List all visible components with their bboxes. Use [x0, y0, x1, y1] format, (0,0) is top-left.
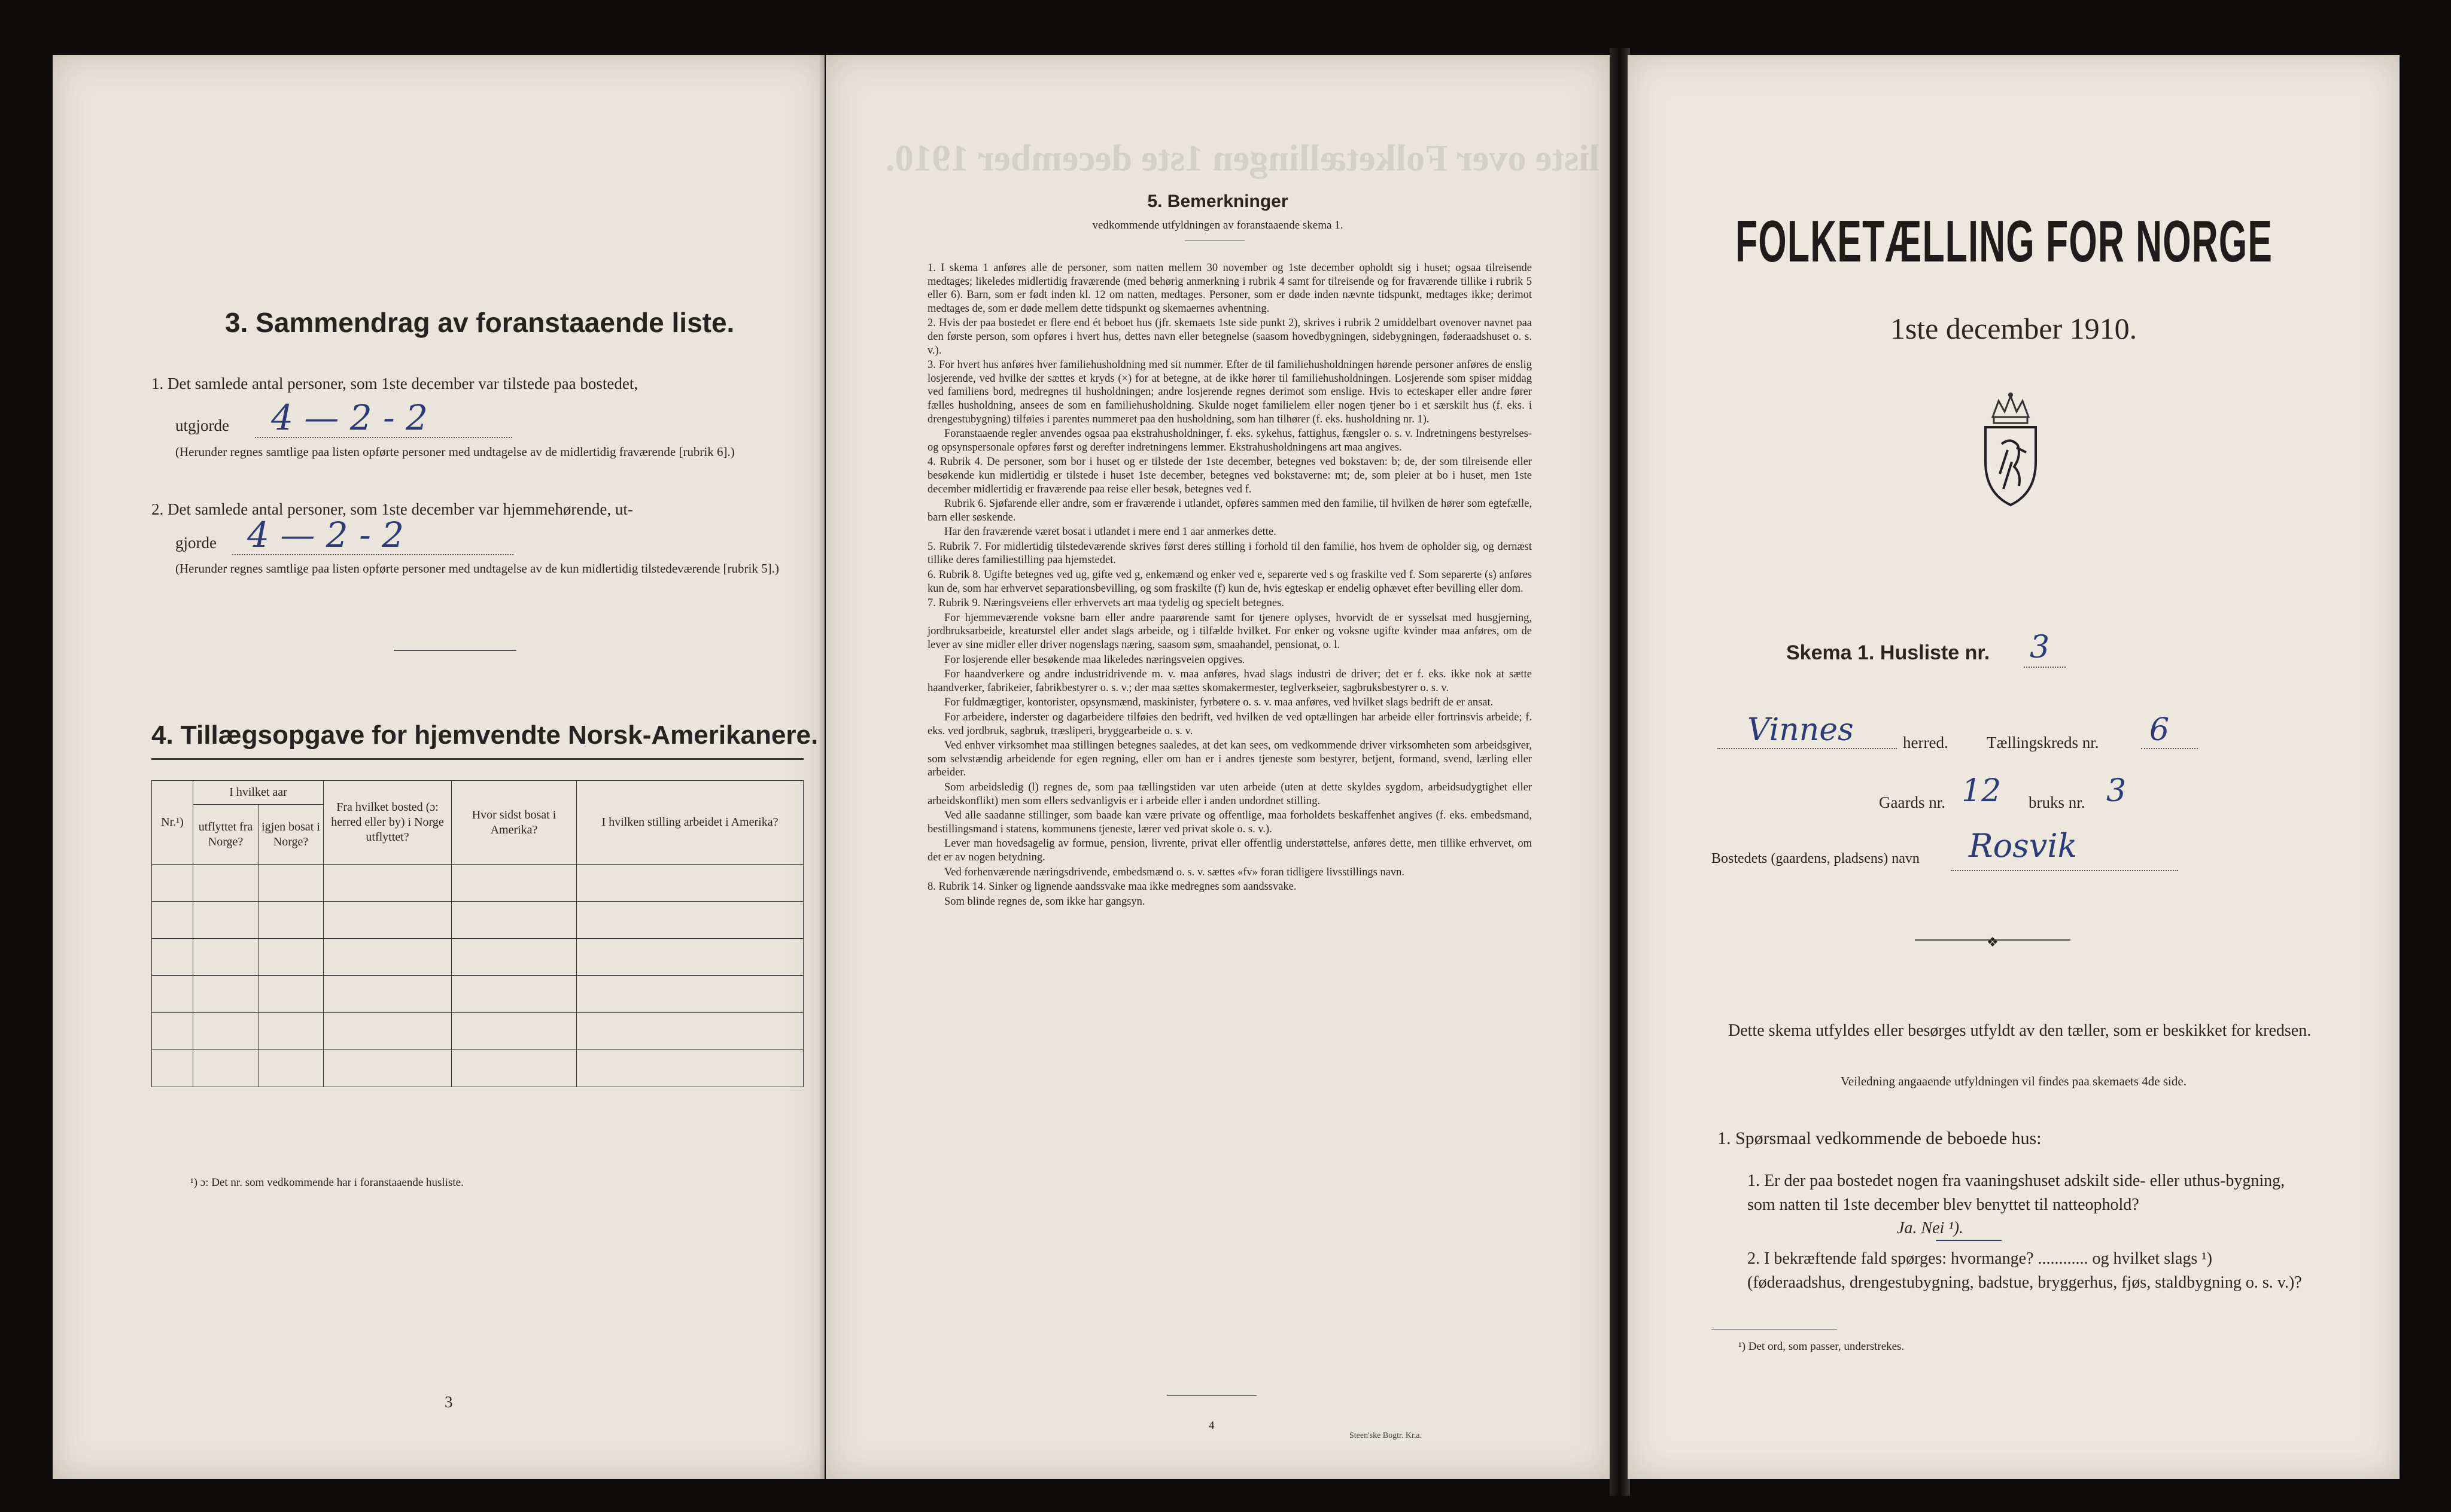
right-footnote: ¹) Det ord, som passer, understrekes.	[1738, 1340, 1905, 1353]
remark-paragraph: 6. Rubrik 8. Ugifte betegnes ved ug, gifte ved g, enkemænd og enker ved e, separerte ved s og fraskilte ved f. Som separerte (s) anføres kun de, som har erhvervet separationsbevilling, og som fraskilte (f) kun de, hvis egteskap er endelig ophævet efter bevilling eller dom.	[928, 569, 1532, 595]
remark-paragraph: For arbeidere, inderster og dagarbeidere tilføies den bedrift, ved hvilken de ved optællingen har arbeide eller fortrinsvis arbeide; f. eks. ved jordbruk, sagbruk, træsliperi, bryggearbeide o. s. v.	[928, 711, 1532, 737]
table-row	[152, 902, 804, 939]
section4-heading: 4. Tillægsopgave for hjemvendte Norsk-Amerikanere.	[151, 720, 819, 750]
ornament-icon: ❖	[1987, 935, 1999, 950]
bosted-dotted-line	[1951, 870, 2178, 871]
printer-mark: Steen'ske Bogtr. Kr.a.	[1349, 1431, 1422, 1440]
intro-small: Veiledning angaaende utfyldningen vil findes paa skemaets 4de side.	[1841, 1074, 2187, 1088]
remark-paragraph: 7. Rubrik 9. Næringsveiens eller erhvervets art maa tydelig og specielt betegnes.	[928, 597, 1284, 610]
remark-paragraph: 4. Rubrik 4. De personer, som bor i huset og er tilstede der 1ste december, betegnes ved bokstaven: b; de, der som tilreisende eller besøkende kun midlertidig er tilstede i huset 1ste december, betegnes ved bokstaverne: mt; de, som pleier at bo i huset, men 1ste december midlertidig er fraværende paa reise eller besøk, betegnes ved f.	[928, 456, 1532, 495]
skema-dotted-line	[2024, 667, 2066, 668]
question-1: 1. Er der paa bostedet nogen fra vaaningshuset adskilt side- eller uthus-bygning, som natten til 1ste december blev benyttet til natteophold?	[1747, 1172, 2285, 1214]
item1-handwritten-value: 4 — 2 - 2	[271, 397, 428, 438]
right-page	[1628, 55, 2400, 1479]
col-occupation: I hvilken stilling arbeidet i Amerika?	[577, 781, 804, 865]
remark-paragraph: 3. For hvert hus anføres hver familiehusholdning med sit nummer. Efter de til familiehusholdningen hørende personer anføres de enslig losjerende, ved hvilke der sættes et kryds (×) for at betegne, at de ikke hører til familiehusholdningen. Losjerende som spiser middag ved familiens bord, medregnes til husholdningen; andre losjerende regnes derimot som enslige. Hvis to ecteskaper eller andre fører fælles husholdning, ansees de som en familiehusholdning. Skulde noget familielem eller nogen tjener bo i et særskilt hus (f. eks. i drengestubygning) tilføies i parentes nummeret paa den husholdning, som han tilhører (f. eks. husholdning nr. 1).	[928, 359, 1532, 425]
remarks-body	[928, 261, 1532, 909]
remark-paragraph: Har den fraværende været bosat i utlandet i mere end 1 aar anmerkes dette.	[944, 526, 1276, 539]
col-nr: Nr.¹)	[152, 781, 193, 865]
remark-paragraph: Ved alle saadanne stillinger, som baade kan være private og offentlige, maa forholdets beskaffenhet angives (f. eks. embedsmand, bestillingsmand i statens, kommunens tjeneste, lærer ved privat skole o. s. v.).	[928, 810, 1532, 835]
intro-text: Dette skema utfyldes eller besørges utfyldt av den tæller, som er beskikket for kredsen.	[1728, 1021, 2312, 1040]
section3-heading: 3. Sammendrag av foranstaaende liste.	[225, 307, 735, 338]
census-date: 1ste december 1910.	[1890, 312, 2137, 345]
remark-paragraph: Foranstaaende regler anvendes ogsaa paa ekstrahusholdninger, f. eks. sykehus, fattighus, fængsler o. s. v. Indretningens bestyrelses- og opsynspersonale opføres først og derefter indretningens lemmer. Ekstrahusholdningens art maa angives.	[928, 428, 1532, 454]
skema-label: Skema 1. Husliste nr.	[1786, 641, 1990, 664]
herred-label: herred.	[1903, 734, 1948, 752]
section3-item2-note: (Herunder regnes samtlige paa listen opførte personer med undtagelse av de kun midlertidig tilstedeværende [rubrik 5].)	[175, 561, 779, 576]
spine	[1610, 48, 1630, 1496]
remark-paragraph: Som blinde regnes de, som ikke har gangsyn.	[944, 895, 1145, 908]
gaards-handwritten: 12	[1962, 773, 2002, 809]
remark-paragraph: For haandverkere og andre industridrivende m. v. maa anføres, hvad slags industri de driver; det er f. eks. ikke nok at sætte haandverker, fabrikeier, fabrikbestyrer o. s. v.; der maa sættes skomakermester, teglverkseier, sagbruksbestyrer o. s. v.	[928, 668, 1532, 694]
col-returned: igjen bosat i Norge?	[259, 805, 324, 865]
remark-paragraph: Som arbeidsledig (l) regnes de, som paa tællingstiden var uten arbeide (uten at dette skyldes sygdom, arbeidsudygtighet eller arbeidskonflikt) men som ellers sedvanligvis er i arbeide eller i anden undordnet stilling.	[928, 781, 1532, 807]
page-number: 4	[1209, 1419, 1215, 1432]
herred-dotted-line	[1717, 748, 1897, 749]
table-row	[152, 1013, 804, 1050]
table-row	[152, 976, 804, 1013]
left-page	[53, 55, 825, 1479]
bleed-through-heading: liste over Folketællingen 1ste december 1910.	[886, 138, 1599, 179]
section3-item1-prefix: utgjorde	[175, 416, 229, 434]
remark-paragraph: For fuldmægtiger, kontorister, opsynsmænd, maskinister, fyrbøtere o. s. v. maa anføres, ved hvilket slags bedrift de er ansat.	[944, 696, 1494, 709]
remark-paragraph: Ved forhenværende næringsdrivende, embedsmænd o. s. v. sættes «fv» foran tidligere livsstillings navn.	[944, 866, 1405, 878]
section4-rule	[151, 758, 804, 760]
middle-page	[826, 55, 1610, 1479]
bosted-handwritten: Rosvik	[1969, 827, 2078, 865]
col-last-residence: Hvor sidst bosat i Amerika?	[452, 781, 577, 865]
section3-item2: 2. Det samlede antal personer, som 1ste december var hjemmehørende, ut-	[151, 500, 633, 518]
remarks-subheading: vedkommende utfyldningen av foranstaaende skema 1.	[1092, 219, 1343, 232]
bruks-label: bruks nr.	[2029, 793, 2085, 811]
question-2: 2. I bekræftende fald spørges: hvormange? ............ og hvilket slags ¹) (føderaadshus, drengestubygning, badstue, bryggerhus, fjøs, staldbygning o. s. v.)?	[1747, 1249, 2302, 1292]
section3-item1: 1. Det samlede antal personer, som 1ste december var tilstede paa bostedet,	[151, 375, 638, 393]
kreds-dotted-line	[2141, 748, 2198, 749]
item2-handwritten-value: 4 — 2 - 2	[247, 515, 405, 555]
remark-paragraph: 2. Hvis der paa bostedet er flere end ét beboet hus (jfr. skemaets 1ste side punkt 2), skrives i rubrik 2 umiddelbart ovenover navnet paa den første person, som opføres i hvert hus, dettes navn eller betegnelse (saasom hovedbygningen, sidebygningen, føderaadshuset o. s. v.).	[928, 317, 1532, 357]
bosted-label: Bostedets (gaardens, pladsens) navn	[1711, 851, 1920, 866]
questions-heading: 1. Spørsmaal vedkommende de beboede hus:	[1717, 1128, 2042, 1148]
herred-handwritten: Vinnes	[1747, 712, 1854, 748]
bruks-handwritten: 3	[2106, 773, 2127, 809]
remark-paragraph: For hjemmeværende voksne barn eller andre paarørende samt for tjenere oplyses, hvorvidt de er sysselsat med husgjerning, jordbruksarbeide, kreaturstel eller andet slags arbeide, og i tilfælde hvilket. For enker og voksne ugifte kvinder maa anføres, om de lever av sine midler eller driver nogenslags næring, saasom søm, smaahandel, pensionat, o. l.	[928, 612, 1532, 652]
section3-item2-prefix: gjorde	[175, 534, 217, 552]
remark-paragraph: 8. Rubrik 14. Sinker og lignende aandssvake maa ikke medregnes som aandssvake.	[928, 881, 1297, 893]
skema-number-handwritten: 3	[2030, 629, 2050, 665]
divider	[394, 650, 516, 651]
remark-paragraph: Ved enhver virksomhet maa stillingen betegnes saaledes, at det kan sees, om vedkommende driver virksomheten som arbeidsgiver, som selvstændig arbeidende for egen regning, eller om han er i andres tjeneste som bestyrer, betjent, formand, svend, lærling eller arbeider.	[928, 740, 1532, 779]
americans-table	[151, 780, 804, 1087]
question-1-answer: Ja. Nei ¹).	[1897, 1219, 1964, 1237]
divider	[1167, 1395, 1257, 1396]
col-group-year: I hvilket aar	[193, 781, 324, 805]
table-row	[152, 865, 804, 902]
census-title: FOLKETÆLLING FOR NORGE	[1735, 208, 2273, 274]
remark-paragraph: 5. Rubrik 7. For midlertidig tilstedeværende skrives først deres stilling i forhold til den familie, hos hvem de opholder sig, og dernæst tillike deres familiestilling paa hjemstedet.	[928, 540, 1532, 567]
remarks-heading: 5. Bemerkninger	[1147, 191, 1288, 211]
remark-paragraph: Lever man hovedsagelig av formue, pension, livrente, privat eller offentlig understøttelse, anføres dette, men tillike erhvervet, om det er av nogen betydning.	[928, 838, 1532, 863]
coat-of-arms-icon	[1975, 390, 2046, 510]
table-row	[152, 939, 804, 976]
answer-underline	[1936, 1240, 2002, 1241]
kreds-handwritten: 6	[2149, 712, 2170, 748]
remark-paragraph: For losjerende eller besøkende maa likeledes næringsveien opgives.	[944, 653, 1245, 666]
remark-paragraph: Rubrik 6. Sjøfarende eller andre, som er fraværende i utlandet, opføres sammen med den familie, til hvilken de hører som egtefælle, barn eller søskende.	[928, 498, 1532, 524]
col-from-place: Fra hvilket bosted (ɔ: herred eller by) i Norge utflyttet?	[324, 781, 452, 865]
page-number: 3	[445, 1393, 453, 1411]
col-emigrated: utflyttet fra Norge?	[193, 805, 259, 865]
remark-paragraph: 1. I skema 1 anføres alle de personer, som natten mellem 30 november og 1ste december opholdt sig i huset; ogsaa tilreisende medtages; likeledes midlertidig fraværende (med behørig anmerkning i rubrik 4 samt for tilreisende og for fraværende tillike i rubrik 5 eller 6). Barn, som er født inden kl. 12 om natten, medtages. Personer, som er døde inden nævnte tidspunkt, medtages ikke; derimot medtages de, som er døde mellem dette tidspunkt og skemaernes avhentning.	[928, 262, 1532, 315]
table-row	[152, 1050, 804, 1087]
section4-footnote: ¹) ɔ: Det nr. som vedkommende har i foranstaaende husliste.	[190, 1176, 464, 1189]
kreds-label: Tællingskreds nr.	[1987, 734, 2099, 752]
gaards-label: Gaards nr.	[1879, 793, 1945, 811]
section3-item1-note: (Herunder regnes samtlige paa listen opførte personer med undtagelse av de midlertidig fraværende [rubrik 6].)	[175, 445, 735, 459]
